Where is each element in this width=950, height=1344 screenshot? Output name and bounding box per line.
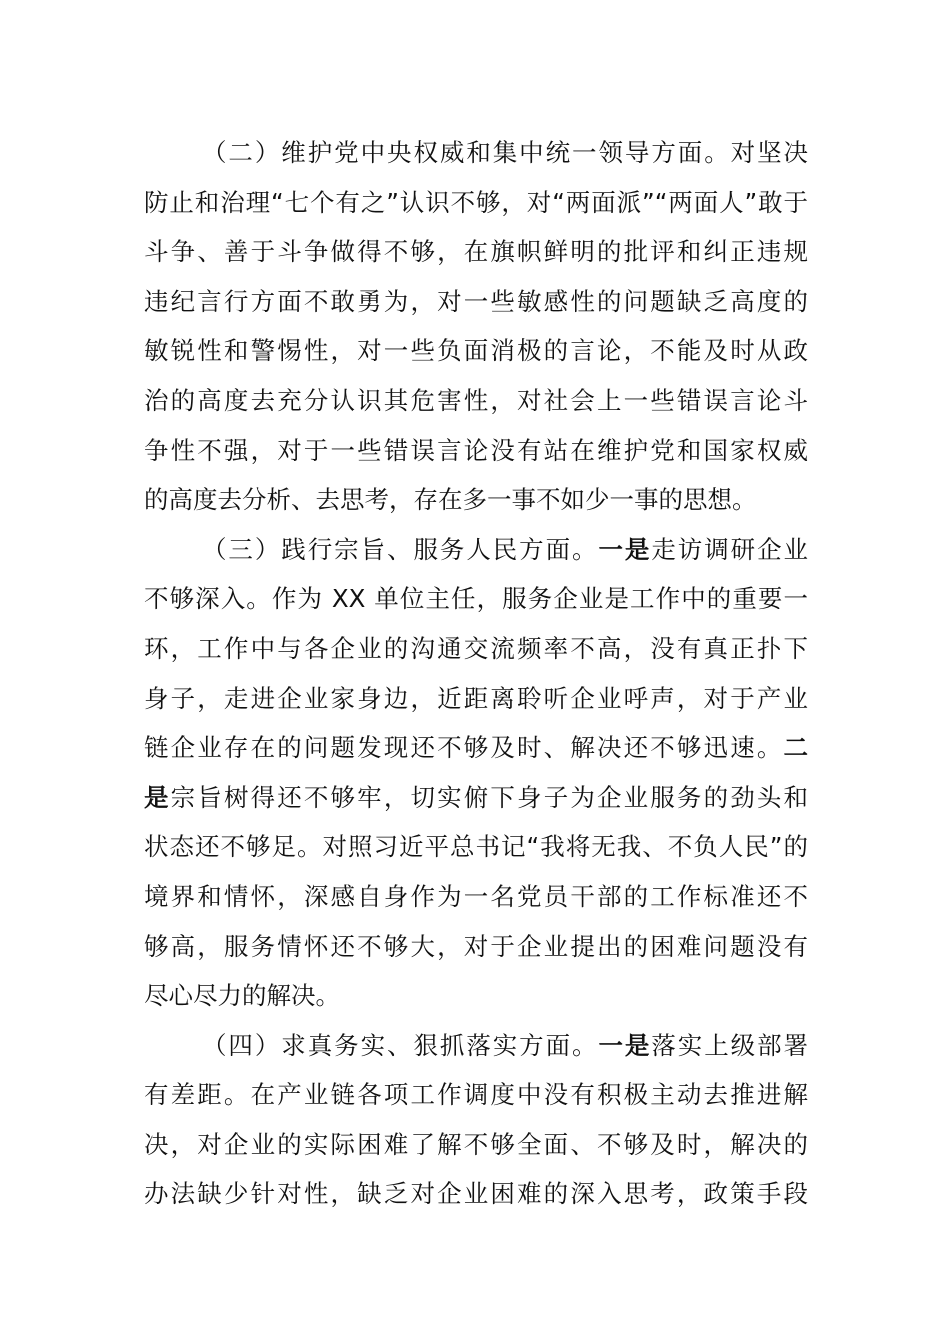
text-segment: 状态还不够足。对照习近平总书记“我将无我、不负人民”的 — [144, 832, 808, 862]
text-line — [144, 723, 808, 773]
text-segment: 尽心尽力的解决。 — [144, 981, 340, 1011]
text-segment: 够高，服务情怀还不够大，对于企业提出的困难问题没有 — [144, 931, 808, 961]
bold-text: 一是 — [598, 534, 652, 564]
text-line — [144, 1120, 808, 1170]
text-segment: （二）维护党中央权威和集中统一领导方面。对坚决 — [202, 138, 808, 167]
text-line — [144, 525, 808, 575]
text-segment: 环，工作中与各企业的沟通交流频率不高，没有真正扑下 — [144, 633, 808, 663]
document-body — [144, 128, 808, 1219]
text-line — [144, 872, 808, 922]
text-segment: 走访调研企业 — [651, 534, 809, 564]
text-segment: 防止和治理“七个有之”认识不够，对“两面派”“两面人”敢于 — [144, 187, 808, 217]
text-line — [144, 971, 808, 1021]
text-segment: 链企业存在的问题发现还不够及时、解决还不够迅速。 — [144, 733, 784, 763]
text-line — [144, 624, 808, 674]
text-segment: （三）践行宗旨、服务人民方面。 — [202, 534, 599, 564]
text-line — [144, 922, 808, 972]
text-line — [144, 1021, 808, 1071]
text-line — [144, 426, 808, 476]
text-line — [144, 178, 808, 228]
text-segment: 宗旨树得还不够牢，切实俯下身子为企业服务的劲头和 — [170, 782, 809, 812]
text-segment: 决，对企业的实际困难了解不够全面、不够及时，解决的 — [144, 1129, 808, 1159]
bold-text: 一是 — [598, 1030, 652, 1060]
text-line — [144, 1070, 808, 1120]
text-segment: 身子，走进企业家身边，近距离聆听企业呼声，对于产业 — [144, 683, 808, 713]
text-line — [144, 674, 808, 724]
text-line — [144, 227, 808, 277]
text-segment: 办法缺少针对性，缺乏对企业困难的深入思考，政策手段 — [144, 1179, 808, 1209]
text-segment: 治的高度去充分认识其危害性，对社会上一些错误言论斗 — [144, 385, 808, 415]
text-segment: 违纪言行方面不敢勇为，对一些敏感性的问题缺乏高度的 — [144, 286, 808, 316]
text-segment: 不够深入。作为 XX 单位主任，服务企业是工作中的重要一 — [144, 584, 808, 614]
text-line — [144, 475, 808, 525]
text-segment: （四）求真务实、狠抓落实方面。 — [202, 1030, 599, 1060]
text-segment: 落实上级部署 — [651, 1030, 809, 1060]
text-line — [144, 1169, 808, 1219]
text-segment: 境界和情怀，深感自身作为一名党员干部的工作标准还不 — [144, 881, 808, 911]
paragraph — [144, 525, 808, 1021]
text-line — [144, 376, 808, 426]
text-line — [144, 822, 808, 872]
text-line — [144, 277, 808, 327]
text-line — [144, 773, 808, 823]
text-line — [144, 326, 808, 376]
text-segment: 争性不强，对于一些错误言论没有站在维护党和国家权威 — [144, 435, 808, 465]
text-segment: 斗争、善于斗争做得不够，在旗帜鲜明的批评和纠正违规 — [144, 237, 808, 267]
paragraph — [144, 1021, 808, 1219]
text-segment: 敏锐性和警惕性，对一些负面消极的言论，不能及时从政 — [144, 336, 808, 366]
text-segment: 的高度去分析、去思考，存在多一事不如少一事的思想。 — [144, 485, 757, 515]
bold-text: 二 — [783, 733, 808, 763]
bold-text: 是 — [144, 782, 171, 812]
paragraph — [144, 128, 808, 525]
text-line — [144, 128, 808, 178]
text-segment: 有差距。在产业链各项工作调度中没有积极主动去推进解 — [144, 1080, 808, 1110]
text-line — [144, 574, 808, 624]
